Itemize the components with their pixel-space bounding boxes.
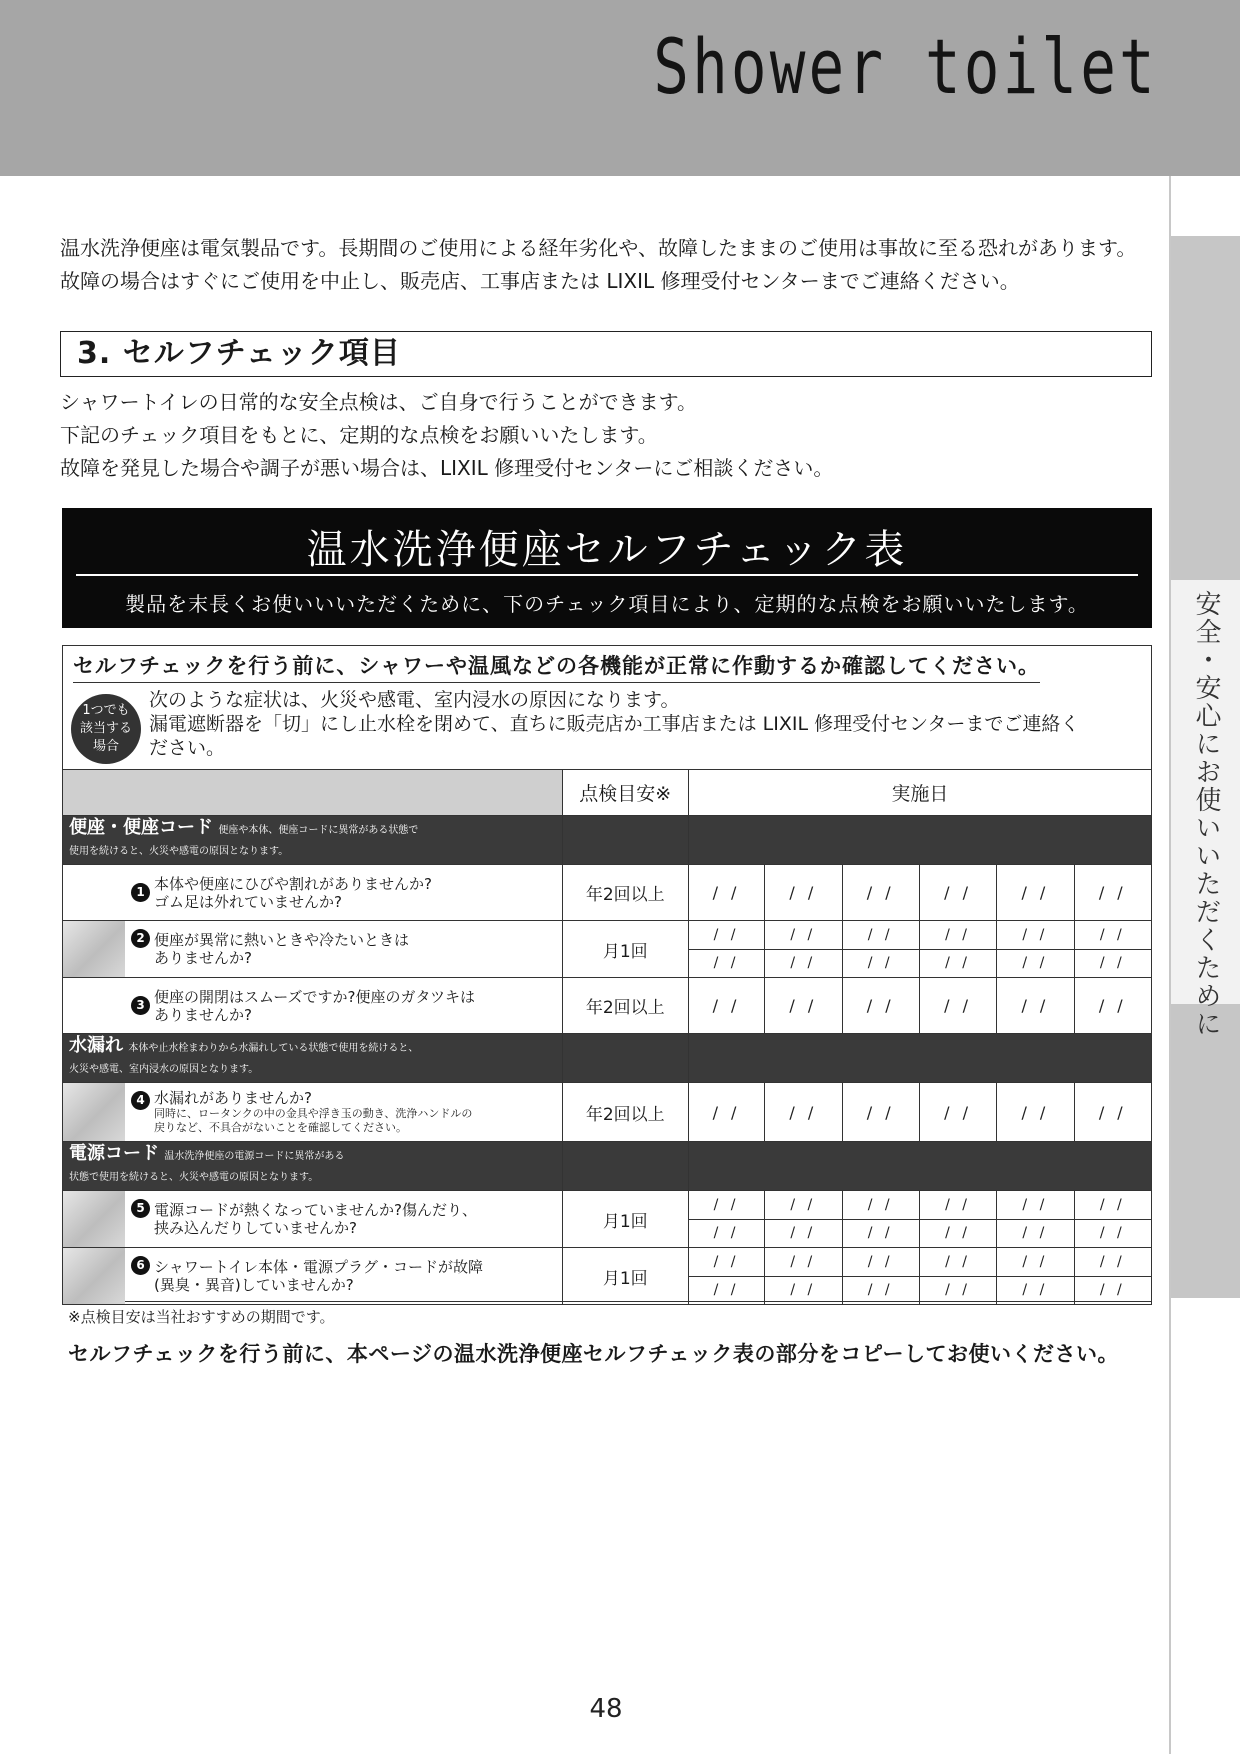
date-cell[interactable]: / / bbox=[688, 1083, 764, 1142]
warning-line-2: 漏電遮断器を「切」にし止水栓を閉めて、直ちに販売店か工事店または LIXIL 修理受付センターまでご連絡く bbox=[149, 713, 1080, 735]
date-cell[interactable]: / / bbox=[997, 1276, 1074, 1305]
date-cell[interactable]: / / bbox=[997, 1219, 1074, 1248]
check-item-3 bbox=[63, 978, 563, 1034]
date-cell[interactable]: / / bbox=[997, 1248, 1074, 1277]
item-frequency: 年2回以上 bbox=[562, 978, 688, 1034]
item-text-line: ありませんか? bbox=[154, 1005, 252, 1024]
item-text-line: 挟み込んだりしていませんか? bbox=[154, 1219, 357, 1237]
check-item-2 bbox=[63, 921, 563, 978]
check-row bbox=[63, 921, 1152, 950]
badge-line-2: 該当する bbox=[79, 721, 132, 736]
date-cell[interactable]: / / bbox=[842, 978, 919, 1034]
category-leak-name: 水漏れ bbox=[69, 1035, 123, 1056]
date-cell[interactable]: / / bbox=[842, 921, 919, 950]
category-power-dates-blank bbox=[688, 1142, 1151, 1191]
item-number: 3 bbox=[131, 996, 150, 1015]
copy-note: セルフチェックを行う前に、本ページの温水洗浄便座セルフチェック表の部分をコピーしてお使いください。 bbox=[68, 1342, 1119, 1366]
page-number: 48 bbox=[589, 1694, 623, 1724]
date-cell[interactable]: / / bbox=[688, 921, 764, 950]
category-seat-dates-blank bbox=[688, 816, 1151, 865]
date-cell[interactable]: / / bbox=[1074, 865, 1151, 921]
intro-text bbox=[60, 232, 1160, 298]
date-cell[interactable]: / / bbox=[765, 921, 842, 950]
category-leak-desc-2: 火災や感電、室内浸水の原因となります。 bbox=[69, 1064, 259, 1075]
date-cell[interactable]: / / bbox=[919, 949, 996, 978]
check-item-5 bbox=[63, 1191, 563, 1248]
warning-badge bbox=[71, 694, 141, 764]
date-cell[interactable]: / / bbox=[688, 978, 764, 1034]
check-row bbox=[63, 1083, 1152, 1142]
section-line-1: シャワートイレの日常的な安全点検は、ご自身で行うことができます。 bbox=[60, 390, 697, 414]
item-text-line: 便座が異常に熱いときや冷たいときは bbox=[154, 931, 410, 949]
date-cell[interactable]: / / bbox=[1074, 1276, 1151, 1305]
date-cell[interactable]: / / bbox=[1074, 921, 1151, 950]
category-power-name: 電源コード bbox=[69, 1143, 159, 1164]
badge-line-3: 場合 bbox=[92, 739, 119, 754]
date-cell[interactable]: / / bbox=[1074, 1083, 1151, 1142]
date-cell[interactable]: / / bbox=[842, 1083, 919, 1142]
item-number: 1 bbox=[131, 883, 150, 902]
badge-line-1: 1つでも bbox=[82, 703, 130, 718]
item-frequency: 月1回 bbox=[562, 1191, 688, 1248]
date-cell[interactable]: / / bbox=[919, 1083, 996, 1142]
category-leak-desc-1: 本体や止水栓まわりから水漏れしている状態で使用を続けると、 bbox=[128, 1043, 419, 1054]
date-cell[interactable]: / / bbox=[765, 1191, 842, 1220]
check-item-4 bbox=[63, 1083, 563, 1142]
item-text-line: 便座の開閉はスムーズですか?便座のガタツキは bbox=[154, 987, 476, 1006]
category-row-seat bbox=[63, 816, 1152, 865]
item-text-line: 本体や便座にひびや割れがありませんか? bbox=[154, 874, 432, 893]
date-cell[interactable]: / / bbox=[842, 949, 919, 978]
category-seat-desc-1: 便座や本体、便座コードに異常がある状態で bbox=[218, 825, 419, 836]
date-cell[interactable]: / / bbox=[688, 949, 764, 978]
category-seat-name: 便座・便座コード bbox=[69, 817, 213, 838]
checklist-box bbox=[62, 645, 1152, 1302]
item-text-line: 電源コードが熱くなっていませんか?傷んだり、 bbox=[154, 1201, 477, 1219]
item-text-line: ゴム足は外れていませんか? bbox=[154, 892, 342, 911]
date-cell[interactable]: / / bbox=[1074, 949, 1151, 978]
date-cell[interactable]: / / bbox=[765, 1083, 842, 1142]
item-note-line: 戻りなど、不具合がないことを確認してください。 bbox=[154, 1121, 407, 1134]
date-cell[interactable]: / / bbox=[1074, 1248, 1151, 1277]
item-number: 4 bbox=[131, 1091, 150, 1110]
brand-logo: Shower toilet bbox=[653, 22, 1158, 111]
category-power-desc-1: 温水洗浄便座の電源コードに異常がある bbox=[164, 1151, 345, 1162]
category-seat bbox=[63, 816, 563, 865]
date-cell[interactable]: / / bbox=[688, 1191, 764, 1220]
date-cell[interactable]: / / bbox=[688, 1248, 764, 1277]
item-frequency: 月1回 bbox=[562, 1248, 688, 1305]
date-cell[interactable]: / / bbox=[842, 865, 919, 921]
header-frequency: 点検目安※ bbox=[562, 770, 688, 816]
footnote: ※点検目安は当社おすすめの期間です。 bbox=[68, 1308, 335, 1326]
date-cell[interactable]: / / bbox=[688, 1219, 764, 1248]
date-cell[interactable]: / / bbox=[842, 1219, 919, 1248]
item-illustration bbox=[63, 1191, 125, 1247]
category-seat-blank bbox=[562, 816, 688, 865]
date-cell[interactable]: / / bbox=[919, 921, 996, 950]
checklist-table bbox=[62, 769, 1152, 1305]
date-cell[interactable]: / / bbox=[919, 1248, 996, 1277]
item-text-line: ありませんか? bbox=[154, 949, 252, 967]
date-cell[interactable]: / / bbox=[919, 1219, 996, 1248]
item-number: 6 bbox=[131, 1256, 150, 1275]
category-power-blank bbox=[562, 1142, 688, 1191]
date-cell[interactable]: / / bbox=[842, 1191, 919, 1220]
category-leak-blank bbox=[562, 1034, 688, 1083]
banner-rule bbox=[76, 574, 1138, 576]
date-cell[interactable]: / / bbox=[997, 921, 1074, 950]
item-note-line: 同時に、ロータンクの中の金具や浮き玉の動き、洗浄ハンドルの bbox=[154, 1107, 473, 1120]
date-cell[interactable]: / / bbox=[919, 865, 996, 921]
category-leak bbox=[63, 1034, 563, 1083]
item-frequency: 月1回 bbox=[562, 921, 688, 978]
date-cell[interactable]: / / bbox=[997, 978, 1074, 1034]
item-text-line: 水漏れがありませんか? bbox=[154, 1089, 312, 1107]
date-cell[interactable]: / / bbox=[1074, 978, 1151, 1034]
check-row bbox=[63, 865, 1152, 921]
date-cell[interactable]: / / bbox=[997, 1083, 1074, 1142]
item-illustration bbox=[63, 1248, 125, 1304]
item-illustration bbox=[63, 1083, 125, 1141]
category-row-leak bbox=[63, 1034, 1152, 1083]
item-frequency: 年2回以上 bbox=[562, 1083, 688, 1142]
warning-text bbox=[149, 688, 1149, 760]
banner-subtitle: 製品を末長くお使いいいただくために、下のチェック項目により、定期的な点検をお願いいたします。 bbox=[125, 592, 1089, 616]
date-cell[interactable]: / / bbox=[765, 865, 842, 921]
date-cell[interactable]: / / bbox=[919, 1191, 996, 1220]
date-cell[interactable]: / / bbox=[765, 1219, 842, 1248]
check-row bbox=[63, 1191, 1152, 1220]
date-cell[interactable]: / / bbox=[997, 1191, 1074, 1220]
header-dates: 実施日 bbox=[688, 770, 1151, 816]
date-cell[interactable]: / / bbox=[842, 1248, 919, 1277]
item-frequency: 年2回以上 bbox=[562, 865, 688, 921]
check-row bbox=[63, 978, 1152, 1034]
date-cell[interactable]: / / bbox=[765, 1276, 842, 1305]
checklist-banner bbox=[62, 508, 1152, 628]
section-line-3: 故障を発見した場合や調子が悪い場合は、LIXIL 修理受付センターにご相談ください。 bbox=[60, 456, 834, 480]
page-header bbox=[0, 0, 1240, 176]
check-item-1 bbox=[63, 865, 563, 921]
date-cell[interactable]: / / bbox=[765, 978, 842, 1034]
date-cell[interactable]: / / bbox=[765, 1248, 842, 1277]
date-cell[interactable]: / / bbox=[688, 865, 764, 921]
section-body bbox=[60, 386, 1160, 485]
warning-line-1: 次のような症状は、火災や感電、室内浸水の原因になります。 bbox=[149, 689, 680, 711]
date-cell[interactable]: / / bbox=[1074, 1191, 1151, 1220]
warning-line-3: ださい。 bbox=[149, 737, 226, 759]
table-header-row bbox=[63, 770, 1152, 816]
date-cell[interactable]: / / bbox=[1074, 1219, 1151, 1248]
date-cell[interactable]: / / bbox=[842, 1276, 919, 1305]
item-number: 5 bbox=[131, 1199, 150, 1218]
section-line-2: 下記のチェック項目をもとに、定期的な点検をお願いいたします。 bbox=[60, 423, 658, 447]
category-seat-desc-2: 使用を続けると、火災や感電の原因となります。 bbox=[69, 846, 289, 857]
category-power bbox=[63, 1142, 563, 1191]
check-row bbox=[63, 1248, 1152, 1277]
date-cell[interactable]: / / bbox=[997, 865, 1074, 921]
intro-line-2: 故障の場合はすぐにご使用を中止し、販売店、工事店または LIXIL 修理受付センターまでご連絡ください。 bbox=[60, 269, 1020, 293]
date-cell[interactable]: / / bbox=[765, 949, 842, 978]
date-cell[interactable]: / / bbox=[688, 1276, 764, 1305]
item-text-line: (異臭・異音)していませんか? bbox=[154, 1276, 354, 1294]
category-leak-dates-blank bbox=[688, 1034, 1151, 1083]
section-title: 3. セルフチェック項目 bbox=[60, 331, 1152, 377]
item-illustration bbox=[63, 921, 125, 977]
date-cell[interactable]: / / bbox=[919, 978, 996, 1034]
category-power-desc-2: 状態で使用を続けると、火災や感電の原因となります。 bbox=[69, 1172, 319, 1183]
item-text-line: シャワートイレ本体・電源プラグ・コードが故障 bbox=[154, 1258, 483, 1276]
checklist-heading: セルフチェックを行う前に、シャワーや温風などの各機能が正常に作動するか確認してください。 bbox=[73, 650, 1040, 683]
category-row-power bbox=[63, 1142, 1152, 1191]
item-number: 2 bbox=[131, 929, 150, 948]
side-tab-label: 安全・安心にお使いいただくために bbox=[1191, 590, 1221, 1038]
date-cell[interactable]: / / bbox=[919, 1276, 996, 1305]
intro-line-1: 温水洗浄便座は電気製品です。長期間のご使用による経年劣化や、故障したままのご使用は事故に至る恐れがあります。 bbox=[60, 236, 1137, 260]
header-blank-cell bbox=[63, 770, 563, 816]
check-item-6 bbox=[63, 1248, 563, 1305]
banner-title: 温水洗浄便座セルフチェック表 bbox=[306, 527, 908, 573]
date-cell[interactable]: / / bbox=[997, 949, 1074, 978]
